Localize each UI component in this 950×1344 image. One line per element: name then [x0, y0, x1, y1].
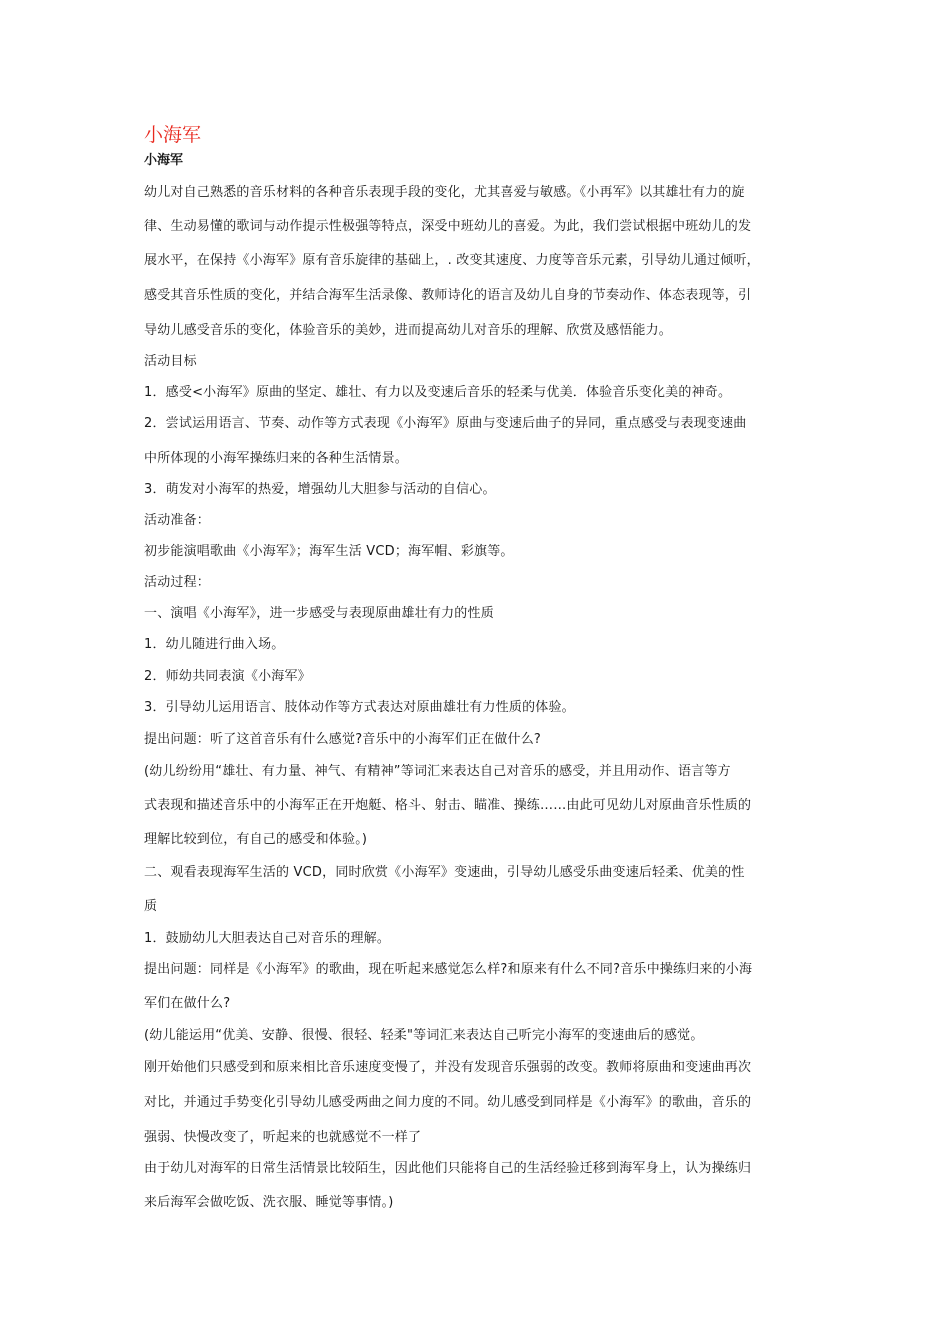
paragraph-line: 感受其音乐性质的变化，并结合海军生活录像、教师诗化的语言及幼儿自身的节奏动作、体态表现等，引: [144, 288, 752, 303]
paragraph-line: 质: [144, 899, 158, 914]
section-heading: 活动目标: [144, 354, 197, 369]
paragraph-line: 1．感受<小海军》原曲的坚定、雄壮、有力以及变速后音乐的轻柔与优美．体验音乐变化美的神奇。: [144, 385, 732, 400]
paragraph-line: 式表现和描述音乐中的小海军正在开炮艇、格斗、射击、瞄准、操练……由此可见幼儿对原曲音乐性质的: [144, 798, 752, 813]
section-heading: 活动过程：: [144, 575, 211, 590]
paragraph-line: (幼儿能运用“优美、安静、很慢、很轻、轻柔"等词汇来表达自己听完小海军的变速曲后的感觉。: [144, 1028, 704, 1043]
paragraph-line: 律、生动易懂的歌词与动作提示性极强等特点，深受中班幼儿的喜爱。为此，我们尝试根据中班幼儿的发: [144, 219, 752, 234]
paragraph-line: 提出问题：同样是《小海军》的歌曲，现在听起来感觉怎么样?和原来有什么不同?音乐中操练归来的小海: [144, 962, 753, 977]
paragraph-line: 2．尝试运用语言、节奏、动作等方式表现《小海军》原曲与变速后曲子的异同，重点感受与表现变速曲: [144, 416, 747, 431]
paragraph-line: 由于幼儿对海军的日常生活情景比较陌生，因此他们只能将自己的生活经验迁移到海军身上，认为操练归: [144, 1161, 752, 1176]
paragraph-line: 导幼儿感受音乐的变化，体验音乐的美妙，进而提高幼儿对音乐的理解、欣赏及感悟能力。: [144, 323, 673, 338]
document-title: 小海军: [144, 124, 202, 146]
paragraph-line: 刚开始他们只感受到和原来相比音乐速度变慢了，并没有发现音乐强弱的改变。教师将原曲和变速曲再次: [144, 1060, 752, 1075]
document-subtitle: 小海军: [144, 153, 184, 168]
paragraph-line: 1．幼儿随进行曲入场。: [144, 637, 285, 652]
paragraph-line: 军们在做什么?: [144, 996, 231, 1011]
paragraph-line: 3．引导幼儿运用语言、肢体动作等方式表达对原曲雄壮有力性质的体验。: [144, 700, 575, 715]
paragraph-line: 2．师幼共同表演《小海军》: [144, 669, 311, 684]
paragraph-line: 一、演唱《小海军》，进一步感受与表现原曲雄壮有力的性质: [144, 606, 494, 621]
paragraph-line: 展水平，在保持《小海军》原有音乐旋律的基础上，. 改变其速度、力度等音乐元素，引导幼儿通过倾听，: [144, 253, 760, 268]
paragraph-line: 来后海军会做吃饭、洗衣服、睡觉等事情。): [144, 1195, 394, 1210]
paragraph-line: 强弱、快慢改变了，听起来的也就感觉不一样了: [144, 1130, 422, 1145]
paragraph-line: 初步能演唱歌曲《小海军》；海军生活 VCD；海军帽、彩旗等。: [144, 544, 514, 559]
paragraph-line: 3．萌发对小海军的热爱，增强幼儿大胆参与活动的自信心。: [144, 482, 496, 497]
paragraph-line: (幼儿纷纷用“雄壮、有力量、神气、有精神”等词汇来表达自己对音乐的感受，并且用动作、语言等方: [144, 764, 731, 779]
paragraph-line: 二、观看表现海军生活的 VCD，同时欣赏《小海军》变速曲，引导幼儿感受乐曲变速后轻柔、优美的性: [144, 865, 745, 880]
paragraph-line: 对比，并通过手势变化引导幼儿感受两曲之间力度的不同。幼儿感受到同样是《小海军》的歌曲，音乐的: [144, 1095, 752, 1110]
paragraph-line: 中所体现的小海军操练归来的各种生活情景。: [144, 451, 409, 466]
paragraph-line: 提出问题：听了这首音乐有什么感觉?音乐中的小海军们正在做什么?: [144, 732, 542, 747]
paragraph-line: 理解比较到位，有自己的感受和体验。): [144, 832, 368, 847]
section-heading: 活动准备：: [144, 513, 211, 528]
paragraph-line: 幼儿对自己熟悉的音乐材料的各种音乐表现手段的变化，尤其喜爱与敏感。《小再军》以其雄壮有力的旋: [144, 185, 745, 200]
paragraph-line: 1．鼓励幼儿大胆表达自己对音乐的理解。: [144, 931, 391, 946]
